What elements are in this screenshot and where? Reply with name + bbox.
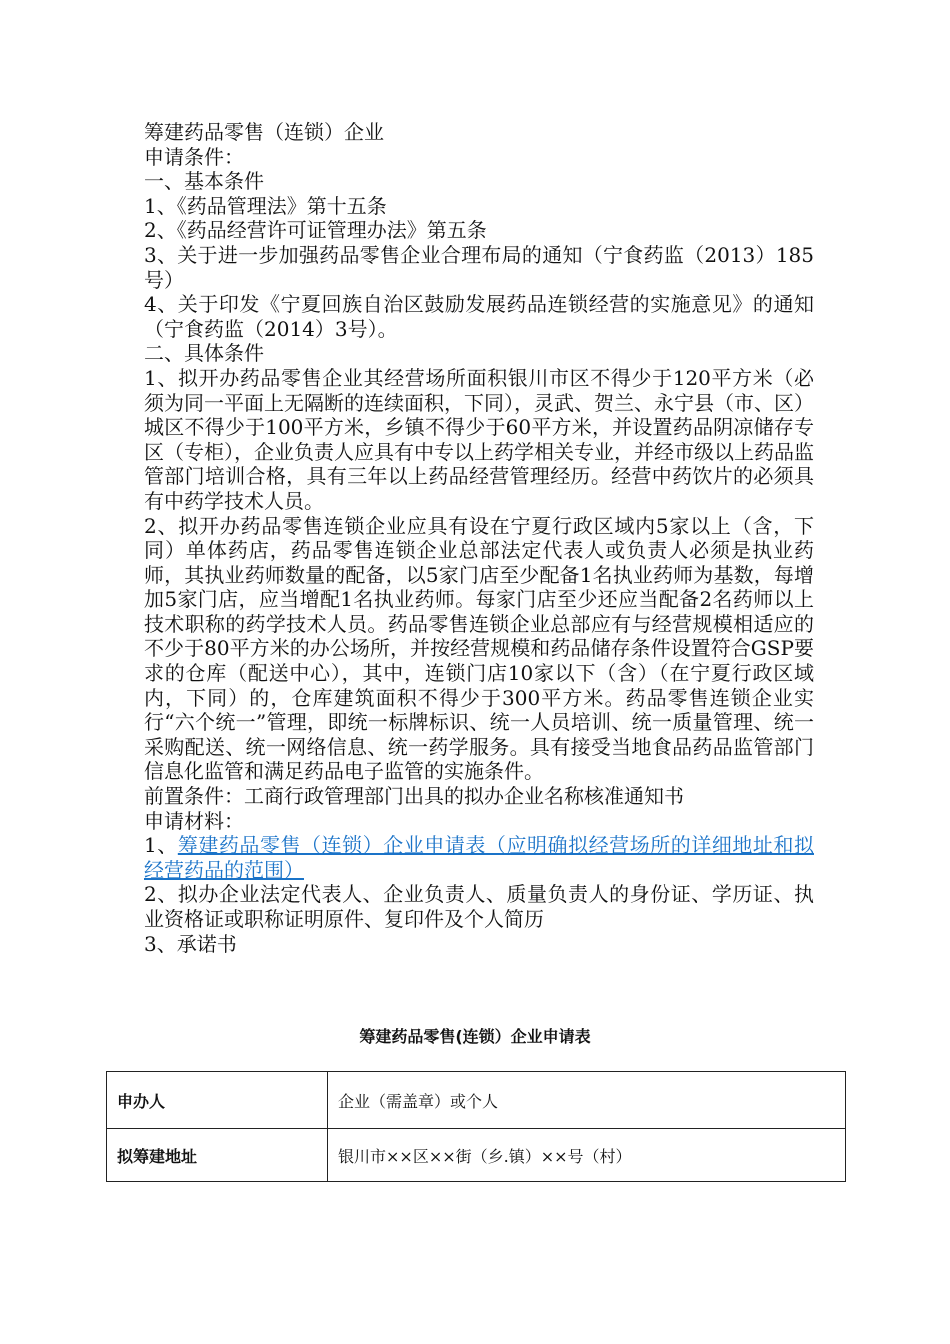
basic-item-4: 4、关于印发《宁夏回族自治区鼓励发展药品连锁经营的实施意见》的通知（宁食药监（2014）3号）。: [144, 292, 814, 341]
table-row: [107, 1129, 846, 1182]
applicant-label: 申办人: [107, 1072, 328, 1129]
basic-item-1: 1、《药品管理法》第十五条: [144, 193, 387, 218]
document-title: 筹建药品零售（连锁）企业: [144, 120, 384, 144]
basic-item-2: 2、《药品经营许可证管理办法》第五条: [144, 218, 487, 243]
precondition-text: 前置条件：工商行政管理部门出具的拟办企业名称核准通知书: [144, 784, 684, 809]
material-item-3: 3、承诺书: [144, 931, 237, 956]
application-form-table: [106, 1071, 846, 1182]
address-label: 拟筹建地址: [107, 1129, 328, 1182]
document-body: [144, 120, 814, 956]
material-item-1: [144, 833, 814, 882]
basic-item-3: 3、关于进一步加强药品零售企业合理布局的通知（宁食药监（2013）185号）: [144, 242, 814, 292]
materials-heading: 申请材料：: [144, 808, 244, 833]
application-form-link[interactable]: 筹建药品零售（连锁）企业申请表（应明确拟经营场所的详细地址和拟经营药品的范围）: [144, 833, 814, 882]
applicant-value: 企业（需盖章）或个人: [328, 1072, 846, 1129]
basic-conditions-heading: 一、基本条件: [144, 169, 264, 194]
table-row: [107, 1072, 846, 1129]
address-value: 银川市××区××街（乡.镇）××号（村）: [328, 1129, 846, 1182]
form-title: 筹建药品零售(连锁）企业申请表: [359, 1027, 591, 1046]
specific-conditions-heading: 二、具体条件: [144, 341, 264, 366]
apply-conditions-heading: 申请条件：: [144, 144, 244, 169]
specific-item-1: 1、拟开办药品零售企业其经营场所面积银川市区不得少于120平方米（必须为同一平面上无隔断的连续面积，下同），灵武、贺兰、永宁县（市、区）城区不得少于100平方米，乡镇不得少于60平方米，并设置药品阴凉储存专区（专柜），企业负责人应具有中专以上药学相关专业，并经市级以上药品监管部门培训合格，具有三年以上药品经营管理经历。经营中药饮片的必须具有中药学技术人员。: [144, 365, 814, 513]
material-item-2: 2、拟办企业法定代表人、企业负责人、质量负责人的身份证、学历证、执业资格证或职称证明原件、复印件及个人简历: [144, 882, 814, 931]
specific-item-2: 2、拟开办药品零售连锁企业应具有设在宁夏行政区域内5家以上（含，下同）单体药店，药品零售连锁企业总部法定代表人或负责人必须是执业药师，其执业药师数量的配备，以5家门店至少配备1名执业药师为基数，每增加5家门店，应当增配1名执业药师。每家门店至少还应当配备2名药师以上技术职称的药学技术人员。药品零售连锁企业总部应有与经营规模相适应的不少于80平方米的办公场所，并按经营规模和药品储存条件设置符合GSP要求的仓库（配送中心），其中，连锁门店10家以下（含）（在宁夏行政区域内，下同）的，仓库建筑面积不得少于300平方米。药品零售连锁企业实行“六个统一”管理，即统一标牌标识、统一人员培训、统一质量管理、统一采购配送、统一网络信息、统一药学服务。具有接受当地食品药品监管部门信息化监管和满足药品电子监管的实施条件。: [144, 513, 814, 784]
material-item-1-number: 1、: [144, 833, 178, 858]
